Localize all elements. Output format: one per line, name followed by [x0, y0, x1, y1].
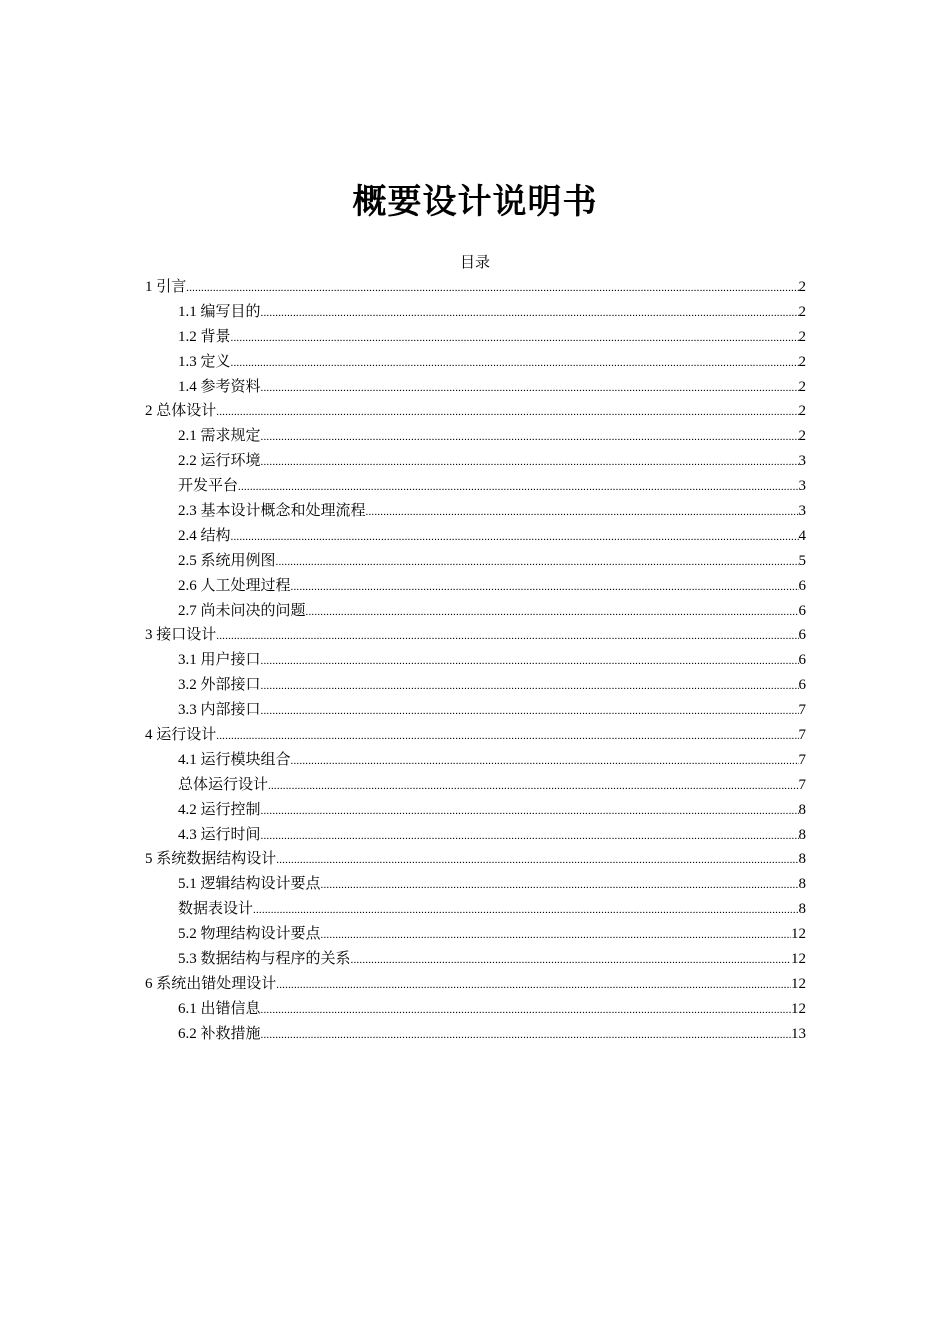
toc-entry-label: 5.1 逻辑结构设计要点 [178, 876, 321, 893]
toc-entry-page: 6 [798, 577, 806, 594]
toc-entry-label: 2.7 尚未问决的问题 [178, 602, 306, 619]
toc-dot-leader [366, 500, 799, 525]
toc-dot-leader [291, 749, 799, 774]
toc-entry[interactable] [145, 275, 806, 300]
toc-entry-page: 3 [798, 503, 806, 520]
toc-entry-page: 4 [798, 527, 806, 544]
toc-entry-label: 4 运行设计 [145, 727, 217, 744]
toc-heading: 目录 [459, 255, 490, 271]
toc-entry-page: 2 [798, 378, 806, 395]
toc-entry[interactable] [145, 375, 806, 400]
toc-entry-label: 5 系统数据结构设计 [145, 851, 277, 868]
toc-dot-leader [261, 699, 799, 724]
toc-entry[interactable] [145, 574, 806, 599]
toc-entry[interactable] [145, 325, 806, 350]
toc-dot-leader [231, 525, 799, 550]
toc-entry[interactable] [145, 872, 806, 897]
toc-entry-label: 6.1 出错信息 [178, 1000, 261, 1017]
toc-dot-leader [216, 724, 798, 749]
toc-entry[interactable] [145, 449, 806, 474]
toc-entry-page: 6 [798, 602, 806, 619]
toc-dot-leader [186, 276, 798, 301]
toc-dot-leader [261, 674, 799, 699]
toc-dot-leader [291, 575, 799, 600]
toc-entry-label: 5.2 物理结构设计要点 [178, 926, 321, 943]
toc-entry-label: 1.4 参考资料 [178, 378, 261, 395]
toc-entry-label: 2.4 结构 [178, 527, 231, 544]
toc-entry[interactable] [145, 922, 806, 947]
toc-entry-label: 开发平台 [178, 478, 239, 495]
toc-entry-page: 6 [798, 627, 806, 644]
toc-entry-page: 8 [798, 826, 806, 843]
toc-entry[interactable] [145, 424, 806, 449]
toc-entry[interactable] [145, 599, 806, 624]
toc-entry[interactable] [145, 623, 806, 648]
toc-entry[interactable] [145, 798, 806, 823]
toc-entry-page: 8 [798, 901, 806, 918]
toc-dot-leader [261, 1023, 791, 1048]
toc-entry[interactable] [145, 748, 806, 773]
toc-entry-label: 1.1 编写目的 [178, 303, 261, 320]
toc-entry[interactable] [145, 897, 806, 922]
toc-entry-label: 3.2 外部接口 [178, 677, 261, 694]
toc-dot-leader [261, 450, 799, 475]
toc-dot-leader [231, 326, 799, 351]
toc-entry[interactable] [145, 847, 806, 872]
toc-dot-leader [261, 301, 799, 326]
toc-entry-page: 2 [798, 279, 806, 295]
toc-dot-leader [238, 475, 798, 500]
toc-entry-page: 2 [798, 328, 806, 345]
toc-entry-page: 2 [798, 303, 806, 320]
toc-entry-label: 3.3 内部接口 [178, 702, 261, 719]
toc-entry-label: 1 引言 [145, 279, 187, 295]
toc-dot-leader [276, 848, 798, 873]
toc-entry[interactable] [145, 723, 806, 748]
toc-entry-label: 1.2 背景 [178, 328, 231, 345]
toc-entry-page: 3 [798, 453, 806, 470]
toc-entry-page: 3 [798, 478, 806, 495]
toc-entry-page: 2 [798, 403, 806, 420]
toc-dot-leader [261, 998, 791, 1023]
toc-dot-leader [276, 973, 791, 998]
toc-entry-page: 2 [798, 353, 806, 370]
toc-entry[interactable] [145, 549, 806, 574]
toc-dot-leader [261, 649, 799, 674]
toc-entry-page: 5 [798, 552, 806, 569]
toc-entry-label: 6 系统出错处理设计 [145, 975, 277, 992]
toc-dot-leader [261, 799, 799, 824]
document-title: 概要设计说明书 [352, 182, 598, 222]
toc-entry-page: 6 [798, 652, 806, 669]
toc-entry-page: 8 [798, 851, 806, 868]
toc-entry-label: 2.3 基本设计概念和处理流程 [178, 503, 366, 520]
toc-dot-leader [261, 425, 799, 450]
toc-entry[interactable] [145, 698, 806, 723]
toc-entry-page: 7 [798, 727, 806, 744]
toc-entry-label: 4.3 运行时间 [178, 826, 261, 843]
toc-entry-label: 数据表设计 [178, 901, 254, 918]
toc-dot-leader [253, 898, 798, 923]
toc-entry-label: 2.6 人工处理过程 [178, 577, 291, 594]
toc-entry[interactable] [145, 524, 806, 549]
toc-entry-page: 12 [791, 975, 806, 992]
toc-entry[interactable] [145, 499, 806, 524]
toc-entry[interactable] [145, 1022, 806, 1047]
toc-entry-page: 8 [798, 801, 806, 818]
toc-dot-leader [261, 376, 799, 401]
toc-entry-page: 12 [791, 1000, 806, 1017]
toc-entry[interactable] [145, 474, 806, 499]
toc-entry-label: 1.3 定义 [178, 353, 231, 370]
toc-entry[interactable] [145, 648, 806, 673]
toc-entry[interactable] [145, 673, 806, 698]
toc-entry-page: 8 [798, 876, 806, 893]
toc-entry-page: 7 [798, 702, 806, 719]
toc-dot-leader [231, 351, 799, 376]
toc-entry-label: 2 总体设计 [145, 403, 217, 420]
toc-dot-leader [351, 948, 791, 973]
toc-entry-page: 6 [798, 677, 806, 694]
toc-entry-page: 13 [791, 1025, 806, 1042]
toc-entry-label: 总体运行设计 [178, 776, 269, 793]
toc-entry-page: 2 [798, 428, 806, 445]
toc-entry-label: 4.1 运行模块组合 [178, 751, 291, 768]
toc-entry[interactable] [145, 972, 806, 997]
toc-entry-label: 3.1 用户接口 [178, 652, 261, 669]
toc-entry-page: 12 [791, 926, 806, 943]
toc-entry-page: 7 [798, 776, 806, 793]
toc-entry-label: 2.2 运行环境 [178, 453, 261, 470]
toc-entry[interactable] [145, 350, 806, 375]
toc-dot-leader [268, 774, 798, 799]
toc-entry[interactable] [145, 773, 806, 798]
toc-entry-label: 3 接口设计 [145, 627, 217, 644]
toc-dot-leader [261, 824, 799, 849]
toc-dot-leader [321, 923, 791, 948]
toc-entry-label: 2.1 需求规定 [178, 428, 261, 445]
toc-entry[interactable] [145, 399, 806, 424]
toc-entry-label: 5.3 数据结构与程序的关系 [178, 951, 351, 968]
table-of-contents [145, 275, 806, 1047]
toc-entry[interactable] [145, 300, 806, 325]
toc-entry[interactable] [145, 997, 806, 1022]
toc-entry-label: 6.2 补救措施 [178, 1025, 261, 1042]
toc-entry-label: 2.5 系统用例图 [178, 552, 276, 569]
toc-entry-page: 12 [791, 951, 806, 968]
toc-entry-page: 7 [798, 751, 806, 768]
toc-dot-leader [216, 400, 798, 425]
toc-entry[interactable] [145, 823, 806, 848]
toc-dot-leader [276, 550, 799, 575]
toc-dot-leader [216, 624, 798, 649]
toc-entry-label: 4.2 运行控制 [178, 801, 261, 818]
toc-entry[interactable] [145, 947, 806, 972]
toc-dot-leader [306, 600, 799, 625]
toc-dot-leader [321, 873, 799, 898]
